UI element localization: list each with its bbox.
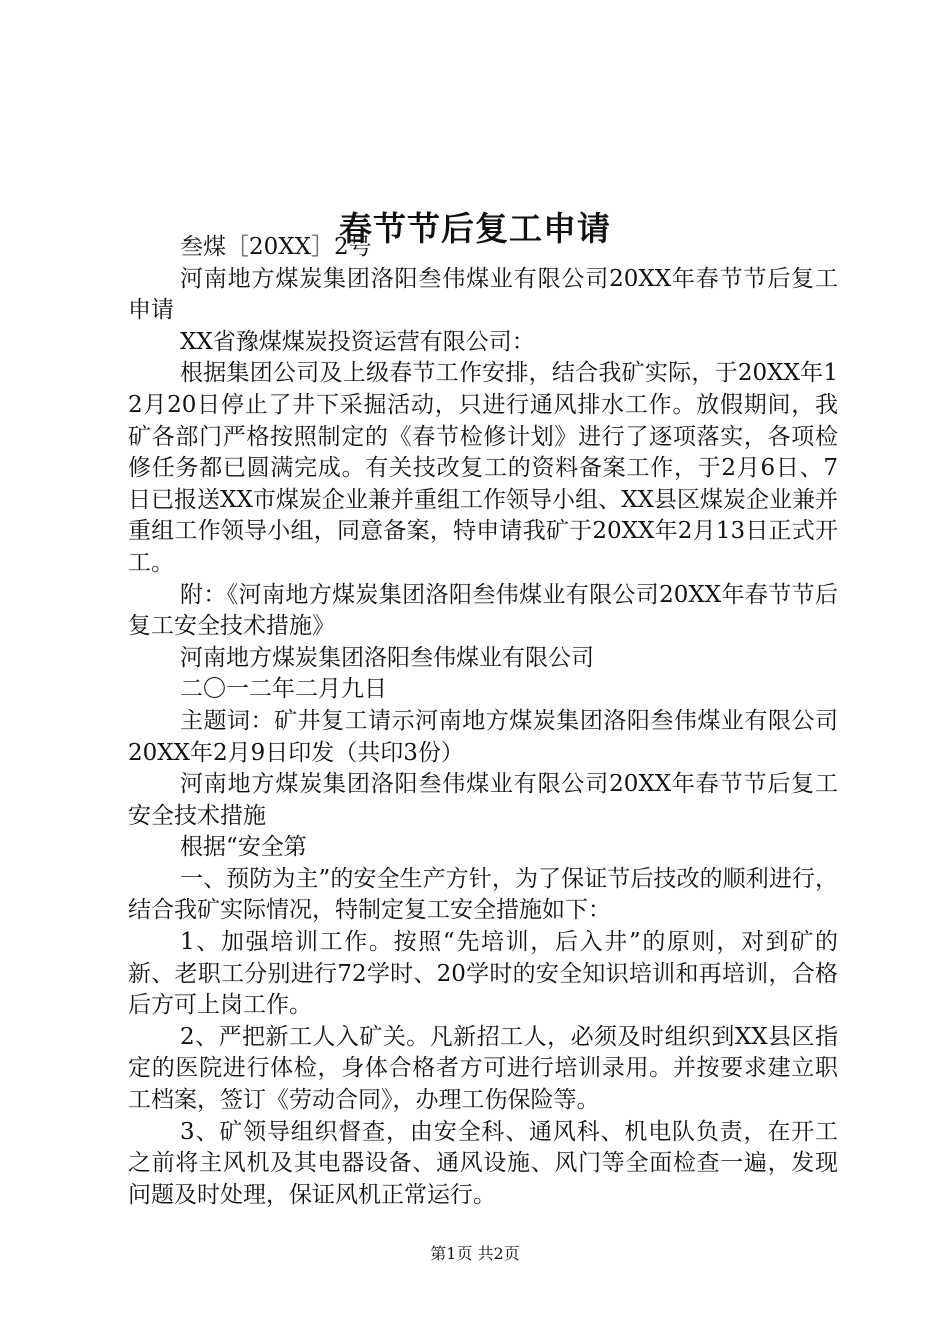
section-heading: 河南地方煤炭集团洛阳叁伟煤业有限公司20XX年春节节后复工安全技术措施	[128, 771, 838, 829]
document-number: 叁煤［20XX］2号	[180, 234, 372, 260]
body-paragraph: 根据集团公司及上级春节工作安排，结合我矿实际，于20XX年12月20日停止了井下采掘活动，只进行通风排水工作。放假期间，我矿各部门严格按照制定的《春节检修计划》进行了逐项落实，各项检修任务都已圆满完成。有关技改复工的资料备案工作，于2月6日、7日已报送XX市煤炭企业兼并重组工作领导小组、XX县区煤炭企业兼并重组工作领导小组，同意备案，特申请我矿于20XX年2月13日正式开工。	[128, 360, 838, 576]
measure-item: 2、严把新工人入矿关。凡新招工人，必须及时组织到XX县区指定的医院进行体检，身体合格者方可进行培训录用。并按要求建立职工档案，签订《劳动合同》，办理工伤保险等。	[128, 1023, 838, 1114]
body-paragraph: 根据“安全第	[180, 834, 307, 861]
measure-item: 3、矿领导组织督查，由安全科、通风科、机电队负责，在开工之前将主风机及其电器设备、通风设施、风门等全面检查一遍，发现问题及时处理，保证风机正常运行。	[128, 1118, 838, 1208]
page-indicator: 第1页 共2页	[430, 1244, 520, 1263]
recipient-line: XX省豫煤煤炭投资运营有限公司：	[180, 328, 535, 355]
document-subject-heading: 河南地方煤炭集团洛阳叁伟煤业有限公司20XX年春节节后复工申请	[128, 265, 838, 324]
document-title: 春节节后复工申请	[339, 209, 611, 249]
signature-date: 二〇一二年二月九日	[180, 676, 387, 703]
measure-item: 1、加强培训工作。按照“先培训，后入井”的原则，对到矿的新、老职工分别进行72学时、20学时的安全知识培训和再培训，合格后方可上岗工作。	[128, 929, 838, 1019]
attachment-line: 附：《河南地方煤炭集团洛阳叁伟煤业有限公司20XX年春节节后复工安全技术措施》	[128, 581, 838, 640]
document-body	[128, 232, 838, 1211]
signature-company: 河南地方煤炭集团洛阳叁伟煤业有限公司	[180, 644, 594, 671]
keywords-line: 主题词：矿井复工请示河南地方煤炭集团洛阳叁伟煤业有限公司20XX年2月9日印发（共印3份）	[128, 707, 838, 766]
body-paragraph: 一、预防为主”的安全生产方针，为了保证节后技改的顺利进行，结合我矿实际情况，特制定复工安全措施如下：	[128, 865, 838, 924]
